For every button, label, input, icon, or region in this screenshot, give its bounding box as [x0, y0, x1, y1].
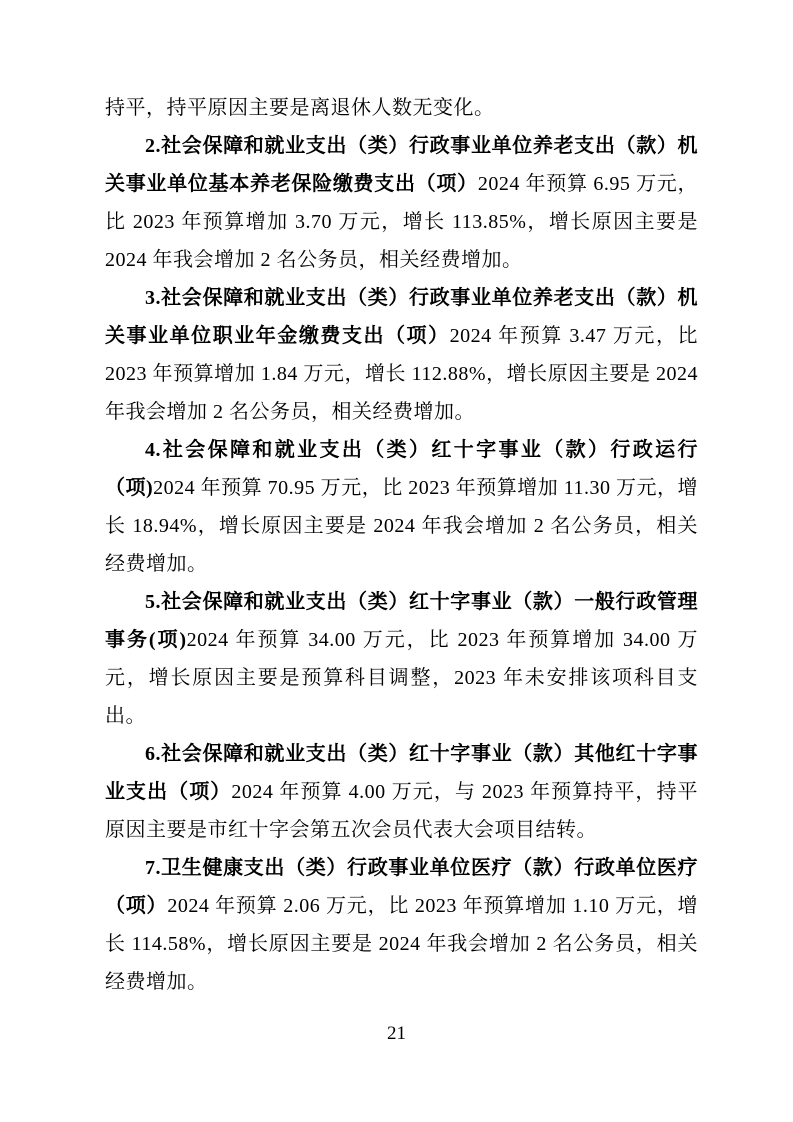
paragraph-item-3 — [105, 279, 698, 431]
paragraph-text: 2024 年预算 34.00 万元，比 2023 年预算增加 34.00 万元，增长原因主要是预算科目调整，2023 年未安排该项科目支出。 — [105, 629, 698, 727]
paragraph-text: 2024 年预算 2.06 万元，比 2023 年预算增加 1.10 万元，增长 114.58%，增长原因主要是 2024 年我会增加 2 名公务员，相关经费增加。 — [105, 895, 699, 993]
paragraph-item-7 — [105, 849, 698, 1001]
paragraph-text: 持平，持平原因主要是离退休人数无变化。 — [105, 97, 495, 119]
paragraph-text: 2024 年预算 70.95 万元，比 2023 年预算增加 11.30 万元，增长 18.94%，增长原因主要是 2024 年我会增加 2 名公务员，相关经费增加。 — [105, 477, 698, 575]
paragraph-heading: 6.社会保障和就业支出（类）红十字事业（款）其他红十字事业支出（项） — [105, 743, 698, 803]
document-body — [105, 89, 698, 1001]
paragraph-heading: 4.社会保障和就业支出（类）红十字事业（款）行政运行（项) — [105, 439, 698, 499]
paragraph-continuation — [105, 89, 698, 127]
paragraph-item-5 — [105, 583, 698, 735]
paragraph-text: 2024 年预算 4.00 万元，与 2023 年预算持平，持平原因主要是市红十字会第五次会员代表大会项目结转。 — [105, 781, 699, 841]
paragraph-heading: 5.社会保障和就业支出（类）红十字事业（款）一般行政管理事务(项) — [105, 591, 698, 651]
paragraph-heading: 3.社会保障和就业支出（类）行政事业单位养老支出（款）机关事业单位职业年金缴费支出（项） — [105, 287, 698, 347]
page-number: 21 — [387, 1023, 406, 1044]
paragraph-heading: 2.社会保障和就业支出（类）行政事业单位养老支出（款）机关事业单位基本养老保险缴费支出（项） — [105, 135, 698, 195]
paragraph-heading: 7.卫生健康支出（类）行政事业单位医疗（款）行政单位医疗（项） — [105, 857, 698, 917]
paragraph-text: 2024 年预算 3.47 万元，比 2023 年预算增加 1.84 万元，增长 112.88%，增长原因主要是 2024 年我会增加 2 名公务员，相关经费增加。 — [105, 325, 699, 423]
paragraph-item-4 — [105, 431, 698, 583]
paragraph-item-2 — [105, 127, 698, 279]
paragraph-item-6 — [105, 735, 698, 849]
paragraph-text: 2024 年预算 6.95 万元，比 2023 年预算增加 3.70 万元，增长 113.85%，增长原因主要是 2024 年我会增加 2 名公务员，相关经费增加。 — [105, 173, 699, 271]
